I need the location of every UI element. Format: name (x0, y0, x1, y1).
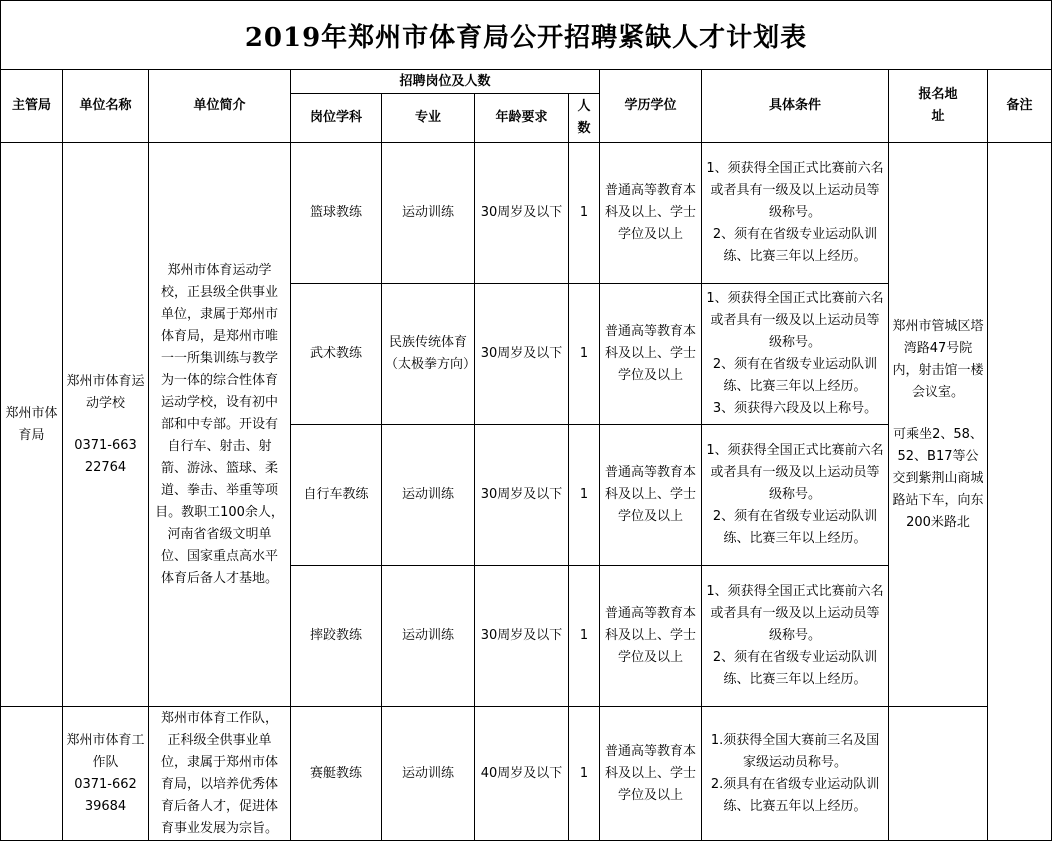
page-title: 2019年郑州市体育局公开招聘紧缺人才计划表 (0, 0, 1052, 70)
unit-phone: 0371-66322764 (74, 437, 137, 475)
position-subject: 篮球教练 (291, 143, 382, 284)
position-conditions (702, 566, 889, 707)
condition-item: 2、须有在省级专业运动队训练、比赛三年以上经历。 (712, 227, 878, 264)
header-address: 报名地址 (889, 70, 988, 143)
condition-item: 2、须有在省级专业运动队训练、比赛三年以上经历。 (712, 509, 878, 546)
header-unit-intro: 单位简介 (149, 70, 291, 143)
position-degree: 普通高等教育本科及以上、学士学位及以上 (600, 707, 702, 841)
position-major: 民族传统体育（太极拳方向） (382, 284, 475, 425)
condition-item: 2.须具有在省级专业运动队训练、比赛五年以上经历。 (710, 776, 880, 814)
position-age: 30周岁及以下 (475, 284, 569, 425)
header-conditions: 具体条件 (702, 70, 889, 143)
address-transit: 可乘坐2、58、52、B17等公交到紫荆山商城路站下车，向东200米路北 (892, 426, 984, 530)
address-cell-blank (889, 707, 988, 841)
condition-item: 1.须获得全国大赛前三名及国家级运动员称号。 (710, 732, 880, 770)
remarks-cell (988, 143, 1052, 841)
unit-intro: 郑州市体育运动学校，正县级全供事业单位，隶属于郑州市体育局，是郑州市唯一一所集训练与教学为一体的综合性体育运动学校，设有初中部和中专部。开设有自行车、射击、射箭、游泳、篮球、柔道、拳击、举重等项目。教职工100余人，河南省省级文明单位、国家重点高水平体育后备人才基地。 (149, 143, 291, 707)
header-positions-group: 招聘岗位及人数 (291, 70, 600, 94)
position-subject: 武术教练 (291, 284, 382, 425)
position-major: 运动训练 (382, 143, 475, 284)
position-subject: 自行车教练 (291, 425, 382, 566)
header-authority: 主管局 (1, 70, 63, 143)
unit-phone: 0371-66239684 (74, 776, 137, 814)
position-count: 1 (569, 707, 600, 841)
header-degree: 学历学位 (600, 70, 702, 143)
position-major: 运动训练 (382, 425, 475, 566)
position-age: 40周岁及以下 (475, 707, 569, 841)
condition-item: 2、须有在省级专业运动队训练、比赛三年以上经历。 (712, 357, 878, 394)
position-age: 30周岁及以下 (475, 566, 569, 707)
unit-name: 郑州市体育工作队 (66, 732, 145, 770)
address-location: 郑州市管城区塔湾路47号院内，射击馆一楼会议室。 (892, 318, 984, 400)
position-count: 1 (569, 284, 600, 425)
condition-item: 1、须获得全国正式比赛前六名或者具有一级及以上运动员等级称号。 (706, 443, 884, 502)
condition-item: 3、须获得六段及以上称号。 (712, 401, 878, 416)
position-degree: 普通高等教育本科及以上、学士学位及以上 (600, 143, 702, 284)
header-remarks: 备注 (988, 70, 1052, 143)
header-age: 年龄要求 (475, 94, 569, 143)
unit-intro: 郑州市体育工作队，正科级全供事业单位，隶属于郑州市体育局，以培养优秀体育后备人才，促进体育事业发展为宗旨。 (149, 707, 291, 841)
address-cell (889, 143, 988, 707)
position-count: 1 (569, 566, 600, 707)
unit-name-cell (63, 143, 149, 707)
position-subject: 赛艇教练 (291, 707, 382, 841)
authority-cell: 郑州市体育局 (1, 143, 63, 707)
position-conditions (702, 143, 889, 284)
condition-item: 2、须有在省级专业运动队训练、比赛三年以上经历。 (712, 650, 878, 687)
position-conditions (702, 707, 889, 841)
position-degree: 普通高等教育本科及以上、学士学位及以上 (600, 284, 702, 425)
position-subject: 摔跤教练 (291, 566, 382, 707)
authority-cell-blank (1, 707, 63, 841)
condition-item: 1、须获得全国正式比赛前六名或者具有一级及以上运动员等级称号。 (706, 161, 884, 220)
position-age: 30周岁及以下 (475, 143, 569, 284)
position-age: 30周岁及以下 (475, 425, 569, 566)
recruitment-table (0, 69, 1052, 841)
position-conditions (702, 425, 889, 566)
condition-item: 1、须获得全国正式比赛前六名或者具有一级及以上运动员等级称号。 (706, 291, 884, 350)
unit-name-cell (63, 707, 149, 841)
position-major: 运动训练 (382, 566, 475, 707)
condition-item: 1、须获得全国正式比赛前六名或者具有一级及以上运动员等级称号。 (706, 584, 884, 643)
header-unit-name: 单位名称 (63, 70, 149, 143)
position-major: 运动训练 (382, 707, 475, 841)
header-count: 人数 (569, 94, 600, 143)
header-major: 专业 (382, 94, 475, 143)
position-degree: 普通高等教育本科及以上、学士学位及以上 (600, 566, 702, 707)
position-count: 1 (569, 143, 600, 284)
position-conditions (702, 284, 889, 425)
position-count: 1 (569, 425, 600, 566)
header-position-subject: 岗位学科 (291, 94, 382, 143)
unit-name: 郑州市体育运动学校 (66, 373, 145, 411)
position-degree: 普通高等教育本科及以上、学士学位及以上 (600, 425, 702, 566)
